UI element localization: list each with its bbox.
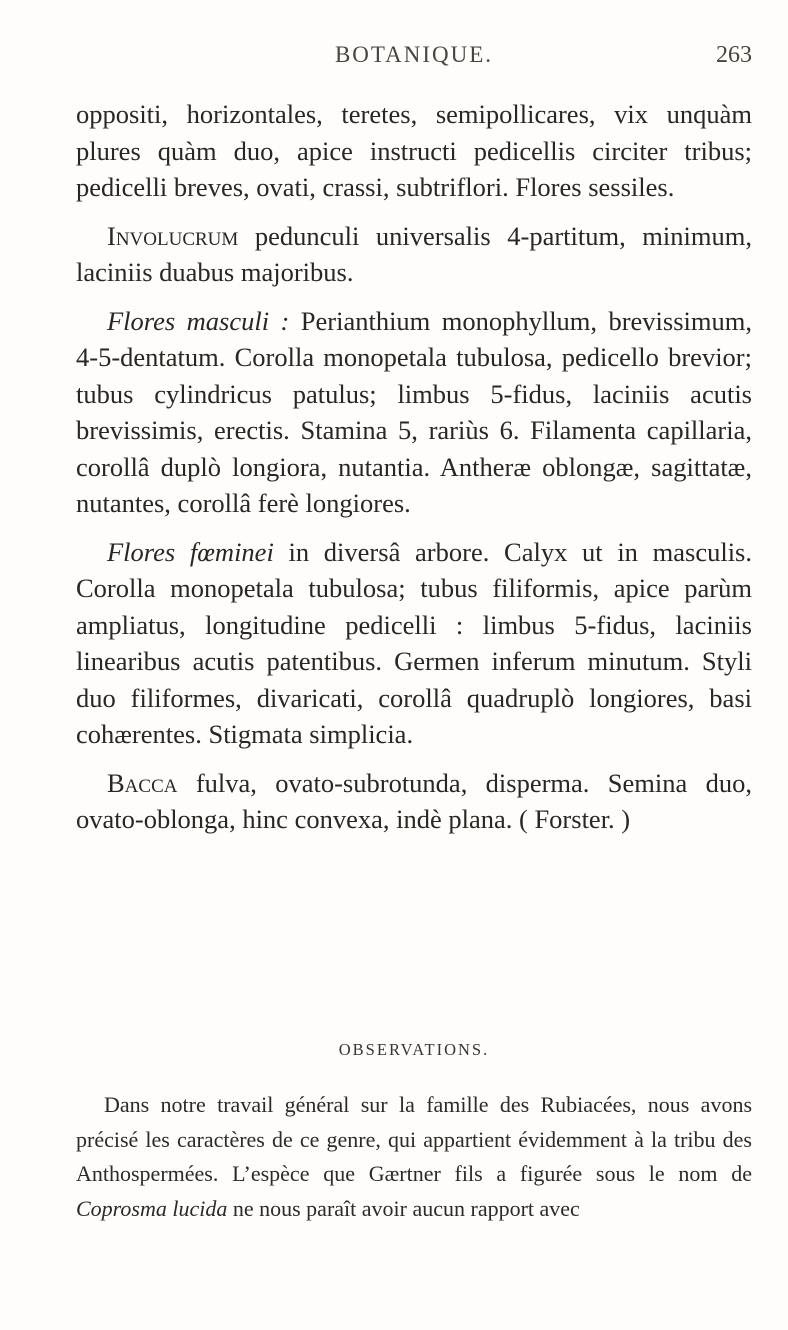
observations-text bbox=[76, 1088, 752, 1226]
term-involucrum: Involucrum bbox=[107, 220, 239, 251]
paragraph-text: ne nous paraît avoir aucun rapport avec bbox=[227, 1195, 580, 1221]
term-flores-foeminei: Flores fœminei bbox=[107, 536, 274, 567]
paragraph-text: pedunculi universalis 4-partitum, minimum, laciniis duabus majoribus. bbox=[76, 220, 752, 287]
running-title: BOTANIQUE. bbox=[334, 42, 494, 67]
paragraph-bacca bbox=[76, 765, 752, 838]
paragraph-male-flowers bbox=[76, 303, 752, 522]
paragraph-involucrum bbox=[76, 218, 752, 291]
paragraph-text: fulva, ovato-subrotunda, disperma. Semina duo, ovato-oblonga, hinc convexa, indè plana. ( Forster. ) bbox=[76, 767, 752, 834]
section-heading-observations: OBSERVATIONS. bbox=[338, 1040, 490, 1059]
paragraph-text: Perianthium monophyllum, brevissimum, 4-5-dentatum. Corolla monopetala tubulosa, pedicello brevior; tubus cylindricus patulus; limbus 5-fidus, laciniis acutis brevissimis, erectis. Stamina 5, rariùs 6. Filamenta capillaria, corollâ duplò longiora, nutantia. Antheræ oblongæ, sagittatæ, nutantes, corollâ ferè longiores. bbox=[76, 305, 753, 518]
running-head bbox=[76, 42, 752, 82]
term-flores-masculi: Flores masculi : bbox=[107, 305, 290, 336]
main-text bbox=[76, 96, 752, 850]
term-bacca: Bacca bbox=[107, 767, 178, 798]
observations-paragraph bbox=[76, 1088, 752, 1226]
paragraph-branches bbox=[76, 96, 752, 206]
paragraph-text: in diversâ arbore. Calyx ut in masculis. Corolla monopetala tubulosa; tubus filiformis, apice parùm ampliatus, longitudine pedicelli : limbus 5-fidus, laciniis linearibus acutis patentibus. Germen inferum minutum. Styli duo filiformes, divaricati, corollâ quadruplò longiores, basi cohærentes. Stigmata simplicia. bbox=[76, 536, 752, 749]
species-name: Coprosma lucida bbox=[76, 1195, 228, 1221]
paragraph-text: oppositi, horizontales, teretes, semipollicares, vix unquàm plures quàm duo, apice instructi pedicellis circiter tribus; pedicelli breves, ovati, crassi, subtriflori. Flores sessiles. bbox=[76, 99, 752, 202]
paragraph-text: Dans notre travail général sur la famille des Rubiacées, nous avons précisé les caractères de ce genre, qui appartient évidemment à la tribu des Anthospermées. L’espèce que Gærtner fils a figurée sous le nom de bbox=[76, 1092, 752, 1186]
paragraph-female-flowers bbox=[76, 534, 752, 753]
page-number: 263 bbox=[716, 42, 752, 68]
